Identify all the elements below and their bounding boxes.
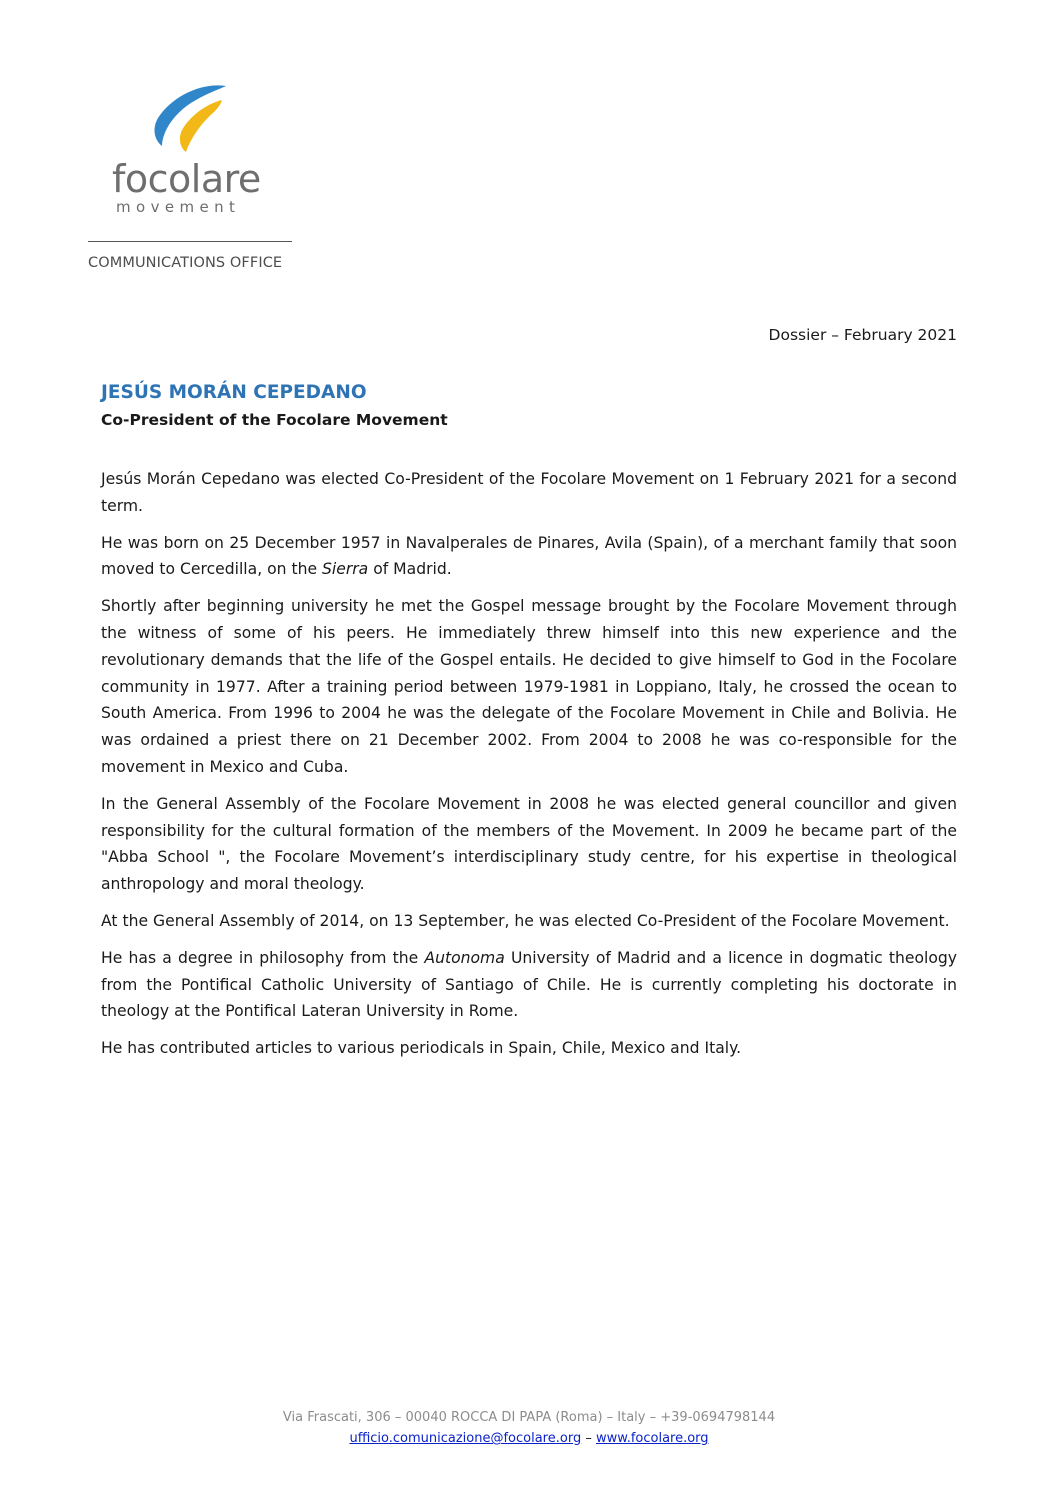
paragraph-education bbox=[101, 945, 957, 1025]
paragraph-general-assembly-2014: At the General Assembly of 2014, on 13 September, he was elected Co-President of the Focolare Movement. bbox=[101, 911, 950, 930]
footer-website-link[interactable]: www.focolare.org bbox=[595, 1431, 709, 1446]
footer-links bbox=[0, 1428, 1058, 1449]
footer-address: Via Frascati, 306 – 00040 ROCCA DI PAPA (Roma) – Italy – +39-0694798144 bbox=[282, 1410, 776, 1425]
header-divider bbox=[88, 241, 292, 242]
footer-email-link[interactable]: ufficio.comunicazione@focolare.org bbox=[349, 1431, 582, 1446]
paragraph-education-text: He has a degree in philosophy from the bbox=[101, 948, 425, 967]
paragraph-education-text-end: University of Madrid and a licence in dogmatic theology from the Pontifical Catholic University of Santiago of Chile. He is currently completing his doctorate in theology at the Pontifical Lateran University in Rome. bbox=[101, 948, 957, 1021]
logo-subword: movement bbox=[116, 198, 241, 216]
paragraph-birth-text: He was born on 25 December 1957 in Navalperales de Pinares, Avila (Spain), of a merchant family that soon moved to Cercedilla, on the bbox=[101, 533, 957, 579]
person-role-subheading: Co-President of the Focolare Movement bbox=[101, 411, 448, 429]
paragraph-general-assembly-2008: In the General Assembly of the Focolare Movement in 2008 he was elected general councillor and given responsibility for the cultural formation of the members of the Movement. In 2009 he became part of the "Abba School ", the Focolare Movement’s interdisciplinary study centre, for his expertise in theological anthropology and moral theology. bbox=[101, 794, 957, 894]
dossier-body bbox=[101, 466, 957, 1072]
focolare-logo bbox=[112, 82, 282, 222]
page-footer bbox=[0, 1407, 1058, 1449]
paragraph-vocation: Shortly after beginning university he met the Gospel message brought by the Focolare Movement through the witness of some of his peers. He immediately threw himself into this new experience and the revolutionary demands that the life of the Gospel entails. He decided to give himself to God in the Focolare community in 1977. After a training period between 1979-1981 in Loppiano, Italy, he crossed the ocean to South America. From 1996 to 2004 he was the delegate of the Focolare Movement in Chile and Bolivia. He was ordained a priest there on 21 December 2002. From 2004 to 2008 he was co-responsible for the movement in Mexico and Cuba. bbox=[101, 597, 957, 776]
person-name-heading: JESÚS MORÁN CEPEDANO bbox=[101, 382, 367, 403]
sierra-italic: Sierra bbox=[322, 560, 369, 579]
paragraph-election: Jesús Morán Cepedano was elected Co-President of the Focolare Movement on 1 February 2021 for a second term. bbox=[101, 470, 957, 515]
dossier-date: Dossier – February 2021 bbox=[768, 326, 957, 344]
office-label: COMMUNICATIONS OFFICE bbox=[88, 255, 283, 271]
paragraph-publications: He has contributed articles to various periodicals in Spain, Chile, Mexico and Italy. bbox=[101, 1039, 742, 1058]
paragraph-birth-text-end: of Madrid. bbox=[368, 560, 452, 579]
focolare-flame-logo-icon bbox=[150, 82, 232, 158]
footer-separator: – bbox=[585, 1431, 592, 1446]
paragraph-birth bbox=[101, 530, 957, 584]
autonoma-italic: Autonoma bbox=[424, 948, 505, 967]
logo-wordmark: focolare bbox=[112, 157, 261, 201]
